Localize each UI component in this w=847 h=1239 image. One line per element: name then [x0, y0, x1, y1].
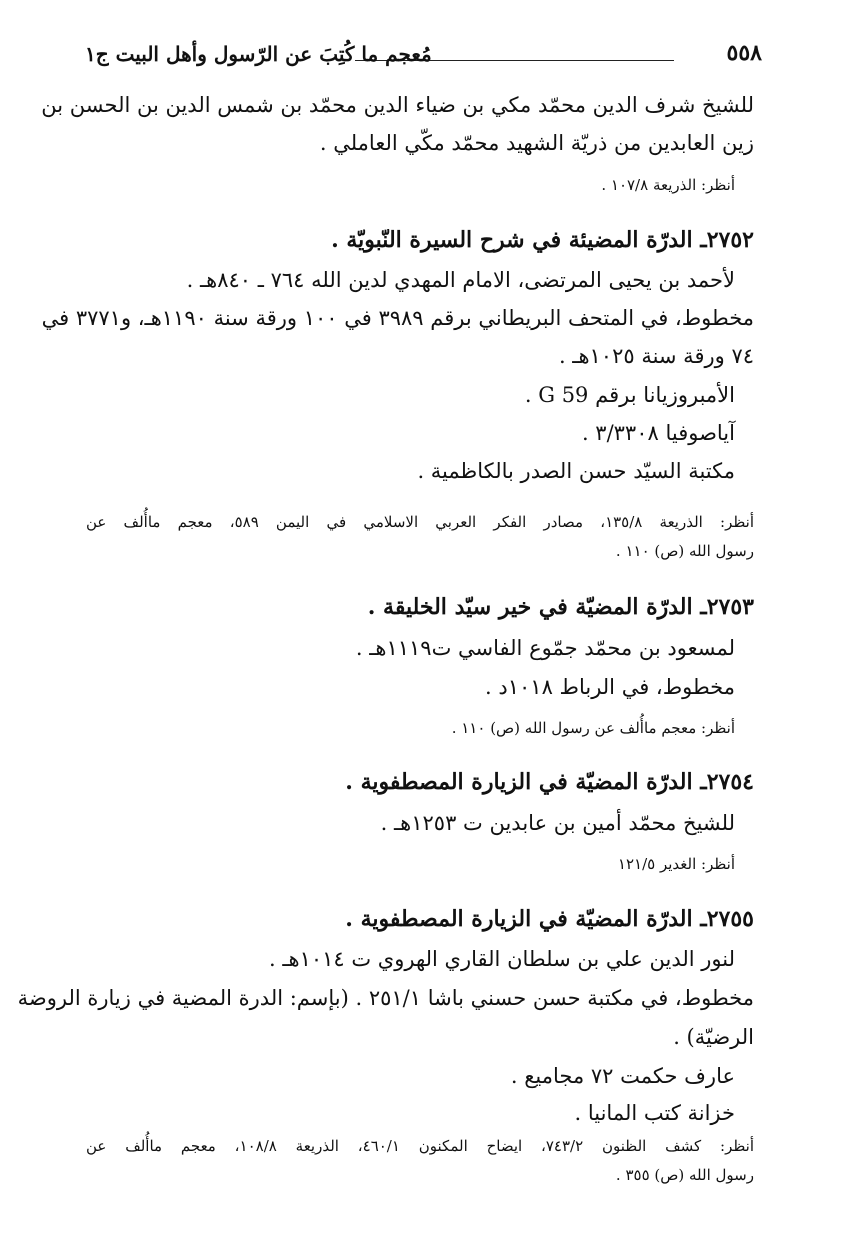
- entry-heading: ٢٧٥٤ـ الدرّة المضيّة في الزيارة المصطفوية .: [345, 769, 754, 795]
- entry-heading: ٢٧٥٣ـ الدرّة المضيّة في خير سيّد الخليقة .: [367, 594, 754, 620]
- text-line: لأحمد بن يحيى المرتضى، الامام المهدي لدين الله ٧٦٤ ـ ٨٤٠هـ .: [186, 268, 735, 292]
- text-line: الأمبروزيانا برقم G 59 .: [524, 383, 735, 407]
- entry-heading: ٢٧٥٥ـ الدرّة المضيّة في الزيارة المصطفوية .: [345, 906, 754, 932]
- reference-line: أنظر: كشف الظنون ٧٤٣/٢، ايضاح المكنون ٤٦٠/١، الذريعة ١٠٨/٨، معجم ماأُلف عن: [86, 1137, 755, 1155]
- page-number: ٥٥٨: [726, 40, 762, 66]
- text-line: مخطوط، في المتحف البريطاني برقم ٣٩٨٩ في ١٠٠ ورقة سنة ١١٩٠هـ، و٣٧٧١ في: [41, 306, 754, 330]
- text-line: الرضيّة) .: [673, 1025, 754, 1049]
- text-line: مخطوط، في مكتبة حسن حسني باشا ٢٥١/١ . (بإسم: الدرة المضية في زيارة الروضة: [17, 986, 754, 1010]
- reference-line: رسول الله (ص) ١١٠ .: [615, 542, 754, 560]
- text-line: للشيخ محمّد أمين بن عابدين ت ١٢٥٣هـ .: [380, 811, 735, 835]
- text-line: عارف حكمت ٧٢ مجاميع .: [510, 1064, 735, 1088]
- text-line: مخطوط، في الرباط ١٠١٨د .: [485, 675, 735, 699]
- text-line: ٧٤ ورقة سنة ١٠٢٥هـ .: [558, 344, 754, 368]
- text-line: لمسعود بن محمّد جمّوع الفاسي ت١١١٩هـ .: [355, 636, 735, 660]
- running-header: [85, 40, 762, 74]
- text-line: زين العابدين من ذريّة الشهيد محمّد مكّي العاملي .: [319, 131, 754, 155]
- text-line: للشيخ شرف الدين محمّد مكي بن ضياء الدين محمّد بن شمس الدين بن الحسن بن: [41, 93, 754, 117]
- text-line: خزانة كتب المانيا .: [574, 1101, 735, 1125]
- entry-heading: ٢٧٥٢ـ الدرّة المضيئة في شرح السيرة النّبويّة .: [331, 227, 754, 253]
- reference-line: أنظر: معجم ماأُلف عن رسول الله (ص) ١١٠ .: [451, 719, 735, 737]
- reference-line: رسول الله (ص) ٣٥٥ .: [615, 1166, 754, 1184]
- text-line: لنور الدين علي بن سلطان القاري الهروي ت ١٠١٤هـ .: [268, 947, 735, 971]
- text-line: مكتبة السيّد حسن الصدر بالكاظمية .: [417, 459, 735, 483]
- reference-line: أنظر: الغدير ١٢١/٥: [617, 855, 735, 873]
- running-title: مُعجم ما كُتِبَ عن الرّسول وأهل البيت ج١: [85, 42, 432, 66]
- text-line: آياصوفيا ٣/٣٣٠٨ .: [581, 421, 735, 445]
- reference-line: أنظر: الذريعة ١٣٥/٨، مصادر الفكر العربي الاسلامي في اليمن ٥٨٩، معجم ماأُلف عن: [86, 513, 755, 531]
- reference-line: أنظر: الذريعة ١٠٧/٨ .: [601, 176, 735, 194]
